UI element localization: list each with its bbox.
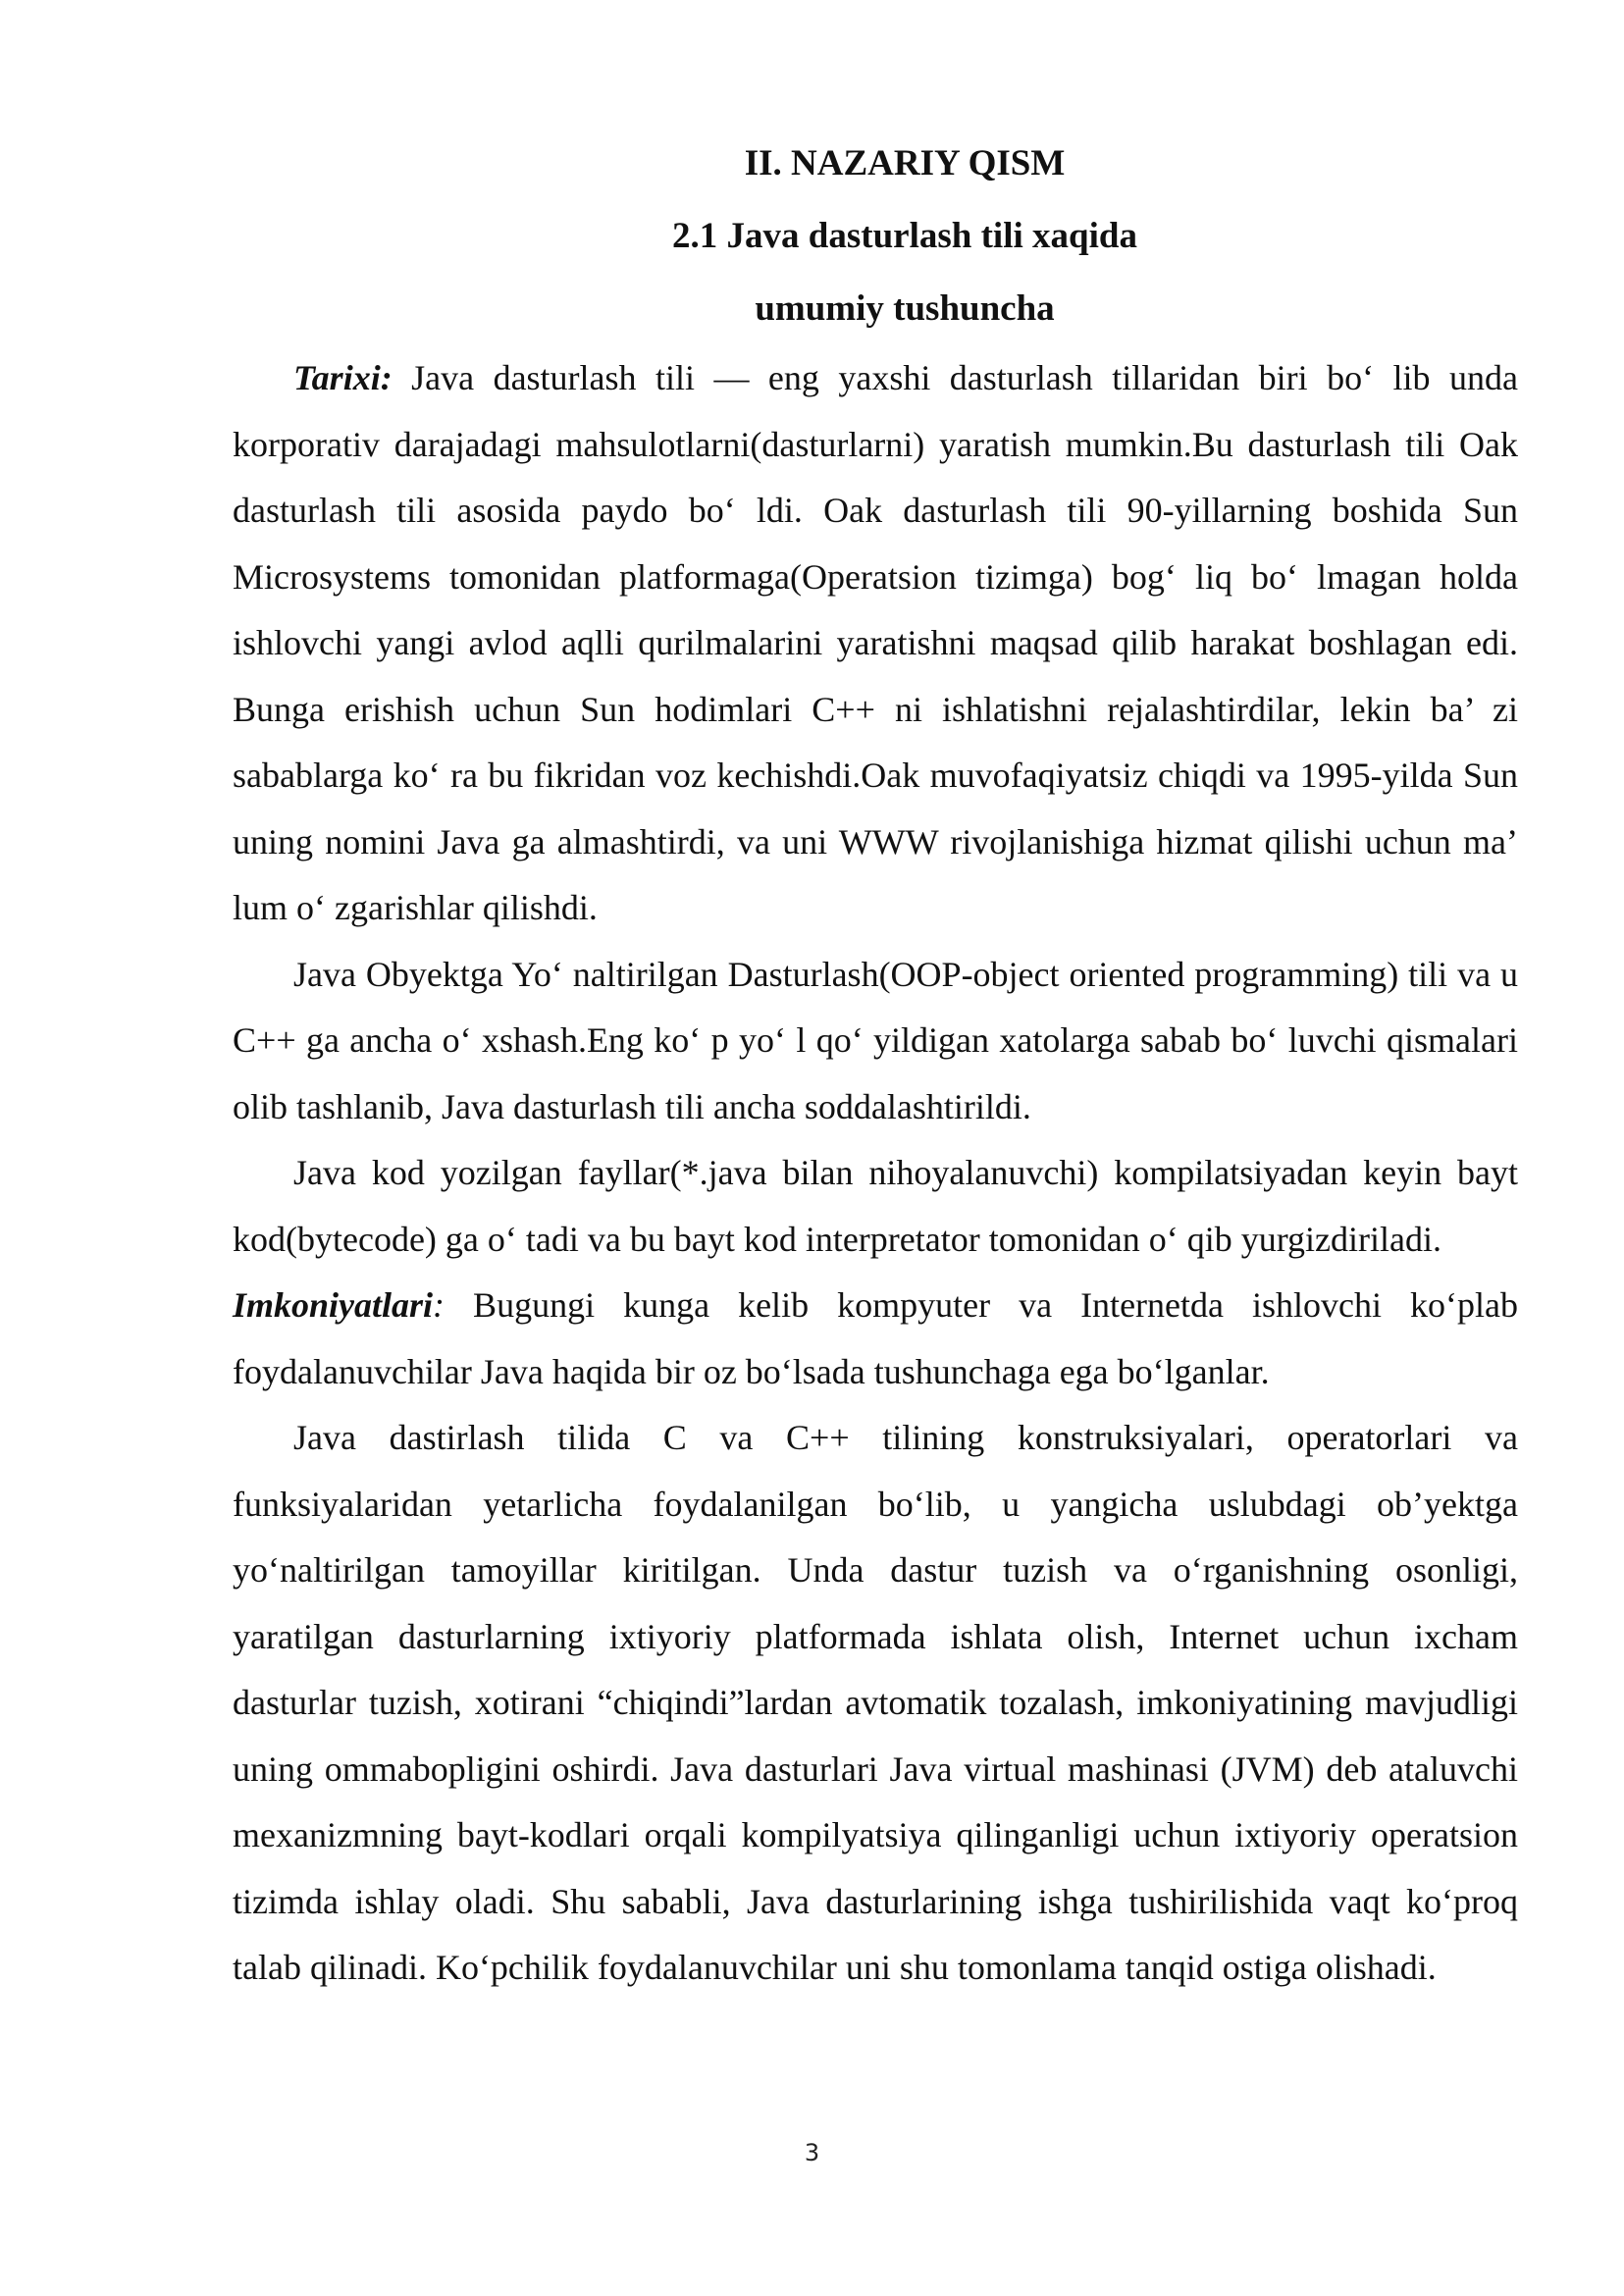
section-title: II. NAZARIY QISM — [744, 143, 1066, 183]
page-number: 3 — [804, 2139, 820, 2166]
paragraph-text-oop: Java Obyektga Yo‘ naltirilgan Dasturlash(OOP-object oriented programming) tili va u C++ ga ancha o‘ xshash.Eng ko‘ p yo‘ l qo‘ yildigan xatolarga sabab bo‘ luvchi qismalari olib tashlanib, Java dasturlash tili ancha soddalashtirildi. — [233, 954, 1518, 1126]
paragraph-text-bytecode: Java kod yozilgan fayllar(*.java bilan nihoyalanuvchi) kompilatsiyadan keyin bayt kod(bytecode) ga o‘ tadi va bu bayt kod interpretator tomonidan o‘ qib yurgizdiriladi. — [233, 1153, 1518, 1259]
paragraph-history — [233, 345, 1518, 942]
document-page — [233, 128, 1518, 2002]
paragraph-lead-history: Tarixi: — [293, 358, 393, 397]
paragraph-text-history: Java dasturlash tili — eng yaxshi dasturlash tillaridan biri bo‘ lib unda korporativ darajadagi mahsulotlarni(dasturlarni) yaratish mumkin.Bu dasturlash tili Oak dasturlash tili asosida paydo bo‘ ldi. Oak dasturlash tili 90-yillarning boshida Sun Microsystems tomonidan platformaga(Operatsion tizimga) bog‘ liq bo‘ lmagan holda ishlovchi yangi avlod aqlli qurilmalarini yaratishni maqsad qilib harakat boshlagan edi. Bunga erishish uchun Sun hodimlari C++ ni ishlatishni rejalashtirdilar, lekin ba’ zi sabablarga ko‘ ra bu fikridan voz kechishdi.Oak muvofaqiyatsiz chiqdi va 1995-yilda Sun uning nomini Java ga almashtirdi, va uni WWW rivojlanishiga hizmat qilishi uchun ma’ lum o‘ zgarishlar qilishdi. — [233, 358, 1518, 927]
subsection-title: 2.1 Java dasturlash tili xaqida — [672, 216, 1137, 256]
paragraph-capabilities — [233, 1273, 1518, 1405]
paragraph-text-features: Java dastirlash tilida C va C++ tilining konstruksiyalari, operatorlari va funksiyalaridan yetarlicha foydalanilgan bo‘lib, u yangicha uslubdagi ob’yektga yo‘naltirilgan tamoyillar kiritilgan. Unda dastur tuzish va o‘rganishning osonligi, yaratilgan dasturlarning ixtiyoriy platformada ishlata olish, Internet uchun ixcham dasturlar tuzish, xotirani “chiqindi”lardan avtomatik tozalash, imkoniyatining mavjudligi uning ommabopligini oshirdi. Java dasturlari Java virtual mashinasi (JVM) deb ataluvchi mexanizmning bayt-kodlari orqali kompilyatsiya qilinganligi uchun ixtiyoriy operatsion tizimda ishlay oladi. Shu sababli, Java dasturlarining ishga tushirilishida vaqt ko‘proq talab qilinadi. Ko‘pchilik foydalanuvchilar uni shu tomonlama tanqid ostiga olishadi. — [233, 1418, 1518, 1987]
paragraph-lead-colon: : — [433, 1285, 445, 1325]
paragraph-lead-capabilities: Imkoniyatlari — [233, 1285, 434, 1325]
paragraph-features — [233, 1405, 1518, 2002]
paragraph-oop — [233, 942, 1518, 1141]
paragraph-text-capabilities: Bugungi kunga kelib kompyuter va Internetda ishlovchi ko‘plab foydalanuvchilar Java haqida bir oz bo‘lsada tushunchaga ega bo‘lganlar. — [233, 1285, 1518, 1391]
paragraph-bytecode — [233, 1140, 1518, 1273]
subsection-title-continued: umumiy tushuncha — [755, 288, 1055, 329]
